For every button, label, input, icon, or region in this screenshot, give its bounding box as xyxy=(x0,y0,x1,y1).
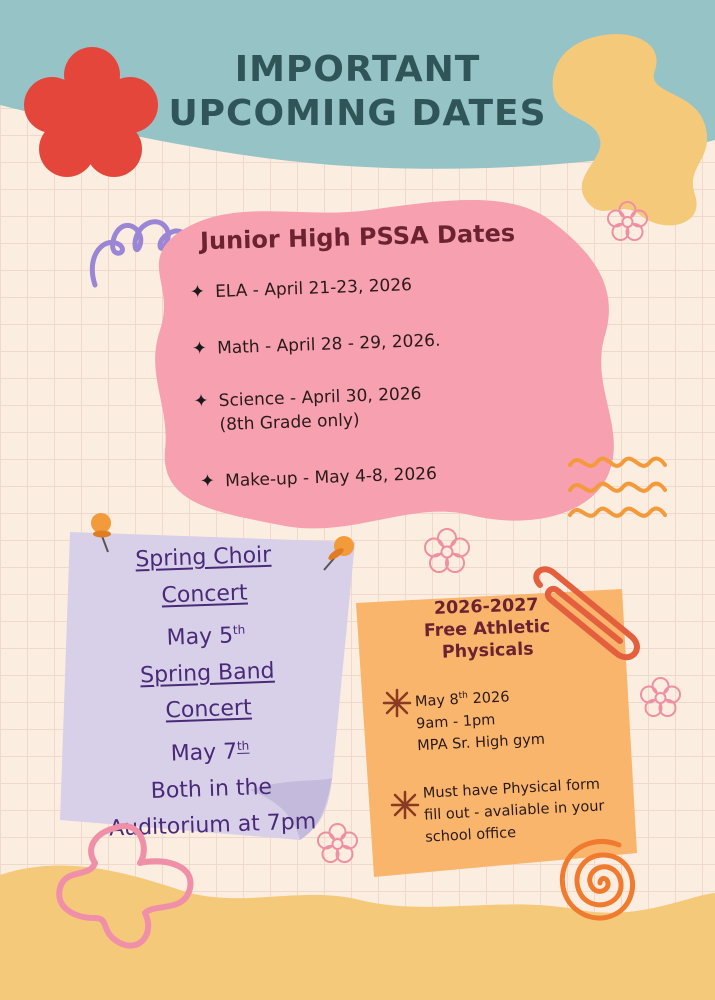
athletic-note-line-2: fill out - avaliable in your xyxy=(423,798,605,824)
poster-title xyxy=(0,48,715,136)
athletic-title xyxy=(391,593,583,666)
title-line-1: IMPORTANT xyxy=(234,49,481,90)
pssa-heading: Junior High PSSA Dates xyxy=(199,218,516,256)
athletic-date-text: May 8 xyxy=(414,691,460,711)
athletic-details xyxy=(414,681,545,757)
pssa-item-text: Make-up - May 4-8, 2026 xyxy=(224,463,438,492)
athletic-note-line-1: Must have Physical form xyxy=(422,776,601,802)
sparkle-icon: ✦ xyxy=(191,337,208,360)
title-line-2: UPCOMING DATES xyxy=(168,93,547,134)
choir-title-line-2: Concert xyxy=(161,580,249,609)
band-date-text: May 7 xyxy=(170,739,238,767)
athletic-date-year: 2026 xyxy=(467,689,510,708)
pssa-item-text: ELA - April 21-23, 2026 xyxy=(214,275,413,302)
band-title-line-1: Spring Band xyxy=(139,658,275,689)
band-date-suffix: th xyxy=(236,738,250,753)
pssa-item-text: Math - April 28 - 29, 2026. xyxy=(216,330,441,359)
athletic-title-line-1: 2026-2027 xyxy=(433,595,539,619)
athletic-location: MPA Sr. High gym xyxy=(416,731,546,755)
concert-text xyxy=(63,535,353,849)
asterisk-icon xyxy=(390,790,420,820)
athletic-title-line-2: Free Athletic xyxy=(423,616,551,642)
athletic-date-suffix: th xyxy=(458,690,469,702)
band-title-line-2: Concert xyxy=(165,695,253,724)
orange-spiral-icon xyxy=(545,825,655,940)
choir-title-line-1: Spring Choir xyxy=(134,542,272,573)
sparkle-icon: ✦ xyxy=(193,390,210,412)
athletic-title-line-3: Physicals xyxy=(441,639,534,663)
pink-loop-shape xyxy=(45,818,210,958)
orange-zigzag-icon xyxy=(565,450,670,535)
sparkle-icon: ✦ xyxy=(199,470,216,493)
choir-date-text: May 5 xyxy=(166,623,234,651)
choir-date-suffix: th xyxy=(232,622,246,638)
sparkle-icon: ✦ xyxy=(189,281,206,303)
pssa-item-text: Science - April 30, 2026 (8th Grade only) xyxy=(218,384,422,436)
pssa-item-science xyxy=(193,382,422,438)
asterisk-icon xyxy=(382,688,412,718)
location-line-2: Auditorium at 7pm xyxy=(108,809,317,842)
outline-flower-icon xyxy=(422,527,472,577)
athletic-time: 9am - 1pm xyxy=(415,712,496,733)
athletic-note-line-3: school office xyxy=(424,824,517,846)
location-line-1: Both in the xyxy=(150,774,273,804)
